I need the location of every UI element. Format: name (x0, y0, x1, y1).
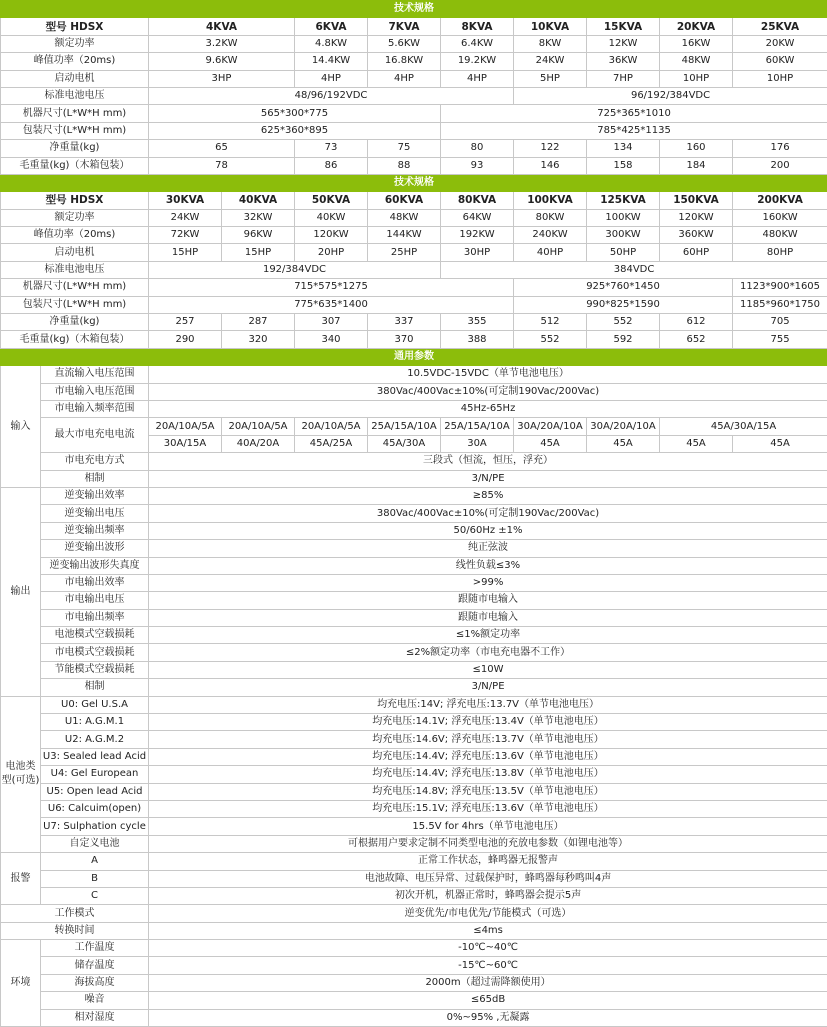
value-cell: 均充电压:14.4V; 浮充电压:13.6V（单节电池电压） (149, 748, 827, 765)
row-label: 海拔高度 (41, 974, 149, 991)
environment-row (1, 992, 827, 1009)
value-cell: 30A/15A (149, 435, 222, 452)
value-cell: 50/60Hz ±1% (149, 522, 827, 539)
value-cell: 88 (368, 157, 441, 174)
value-cell: -10℃~40℃ (149, 940, 827, 957)
value-cell: 120KW (295, 227, 368, 244)
battery-type-row (1, 731, 827, 748)
output-row (1, 592, 827, 609)
value-cell: 48KW (660, 53, 733, 70)
value-cell: 24KW (149, 209, 222, 226)
battery-type-row (1, 800, 827, 817)
value-cell: 60KW (733, 53, 827, 70)
value-cell: 跟随市电输入 (149, 609, 827, 626)
battery-type-row (1, 714, 827, 731)
value-cell: 192/384VDC (149, 261, 441, 278)
value-cell: 93 (441, 157, 514, 174)
model-header: 15KVA (587, 18, 660, 35)
category-cell: 输出 (1, 487, 41, 696)
model-header: 80KVA (441, 192, 514, 209)
row-label: 峰值功率（20ms) (1, 53, 149, 70)
value-cell: 8KW (514, 35, 587, 52)
value-cell: ≤10W (149, 661, 827, 678)
value-cell: 5HP (514, 70, 587, 87)
value-cell: 176 (733, 140, 827, 157)
value-cell: 15HP (149, 244, 222, 261)
value-cell: 50HP (587, 244, 660, 261)
row-label: 启动电机 (1, 244, 149, 261)
environment-row (1, 957, 827, 974)
spec1-peak_power-row (1, 53, 827, 70)
input-phase-row (1, 470, 827, 487)
row-label: U1: A.G.M.1 (41, 714, 149, 731)
spec2-band-row (1, 174, 827, 191)
row-label: A (41, 853, 149, 870)
value-cell: 25A/15A/10A (368, 418, 441, 435)
output-row (1, 505, 827, 522)
value-cell: 20A/10A/5A (149, 418, 222, 435)
value-cell: 160KW (733, 209, 827, 226)
value-cell: 925*760*1450 (514, 279, 733, 296)
value-cell: 120KW (660, 209, 733, 226)
output-row (1, 644, 827, 661)
row-label: 最大市电充电电流 (41, 418, 149, 453)
model-header: 125KVA (587, 192, 660, 209)
row-label: 市电输出电压 (41, 592, 149, 609)
alarm-row (1, 870, 827, 887)
value-cell: 4HP (368, 70, 441, 87)
value-cell: 15HP (222, 244, 295, 261)
output-row (1, 679, 827, 696)
value-cell: 380Vac/400Vac±10%(可定制190Vac/200Vac) (149, 383, 827, 400)
value-cell: 86 (295, 157, 368, 174)
output-row (1, 661, 827, 678)
spec1-gross_weight-row (1, 157, 827, 174)
value-cell: 552 (587, 314, 660, 331)
value-cell: 45A/30A (368, 435, 441, 452)
row-label: 逆变输出波形 (41, 540, 149, 557)
value-cell: 725*365*1010 (441, 105, 827, 122)
value-cell: 10HP (660, 70, 733, 87)
value-cell: 48/96/192VDC (149, 87, 514, 104)
output-row (1, 522, 827, 539)
value-cell: 320 (222, 331, 295, 348)
value-cell: 均充电压:14.4V; 浮充电压:13.8V（单节电池电压） (149, 766, 827, 783)
value-cell: 48KW (368, 209, 441, 226)
value-cell: 360KW (660, 227, 733, 244)
value-cell: 72KW (149, 227, 222, 244)
row-label: 储存温度 (41, 957, 149, 974)
value-cell: 跟随市电输入 (149, 592, 827, 609)
value-cell: 73 (295, 140, 368, 157)
battery-type-row (1, 748, 827, 765)
value-cell: 40HP (514, 244, 587, 261)
value-cell: 80HP (733, 244, 827, 261)
row-label: 逆变输出效率 (41, 487, 149, 504)
value-cell: 287 (222, 314, 295, 331)
value-cell: 45A (733, 435, 827, 452)
row-label: U3: Sealed lead Acid (41, 748, 149, 765)
value-cell: 200 (733, 157, 827, 174)
value-cell: 纯正弦波 (149, 540, 827, 557)
row-label: 型号 HDSX (1, 18, 149, 35)
row-label: 峰值功率（20ms) (1, 227, 149, 244)
value-cell: 0%~95% ,无凝露 (149, 1009, 827, 1026)
value-cell: 480KW (733, 227, 827, 244)
model-header: 40KVA (222, 192, 295, 209)
row-label: 净重量(kg) (1, 314, 149, 331)
spec1-battery-voltage-row (1, 87, 827, 104)
value-cell: 逆变优先/市电优先/节能模式（可选） (149, 905, 827, 922)
row-label: 转换时间 (1, 922, 149, 939)
value-cell: 755 (733, 331, 827, 348)
value-cell: 电池故障、电压异常、过载保护时，蜂鸣器每秒鸣叫4声 (149, 870, 827, 887)
model-header: 6KVA (295, 18, 368, 35)
alarm-row (1, 853, 827, 870)
spec-table-body (1, 1, 827, 1027)
row-label: 市电输入电压范围 (41, 383, 149, 400)
value-cell: 20A/10A/5A (295, 418, 368, 435)
spec1-machine_size-row (1, 105, 827, 122)
value-cell: 96KW (222, 227, 295, 244)
environment-row (1, 974, 827, 991)
row-label: U0: Gel U.S.A (41, 696, 149, 713)
value-cell: 705 (733, 314, 827, 331)
model-header: 8KVA (441, 18, 514, 35)
section-band: 技术规格 (1, 1, 827, 18)
value-cell: 78 (149, 157, 295, 174)
value-cell: 60HP (660, 244, 733, 261)
value-cell: 30A/20A/10A (514, 418, 587, 435)
value-cell: 14.4KW (295, 53, 368, 70)
value-cell: 290 (149, 331, 222, 348)
value-cell: 正常工作状态，蜂鸣器无报警声 (149, 853, 827, 870)
value-cell: 7HP (587, 70, 660, 87)
spec2-model-row (1, 192, 827, 209)
value-cell: 4HP (441, 70, 514, 87)
general-band-row (1, 348, 827, 365)
value-cell: 300KW (587, 227, 660, 244)
spec1-start_motor-row (1, 70, 827, 87)
battery-type-row (1, 696, 827, 713)
row-label: B (41, 870, 149, 887)
value-cell: 370 (368, 331, 441, 348)
spec2-net_weight-row (1, 314, 827, 331)
spec1-rated_power-row (1, 35, 827, 52)
value-cell: 592 (587, 331, 660, 348)
model-header: 7KVA (368, 18, 441, 35)
value-cell: 612 (660, 314, 733, 331)
category-cell: 报警 (1, 853, 41, 905)
row-label: U4: Gel European (41, 766, 149, 783)
value-cell: 30HP (441, 244, 514, 261)
value-cell: 100KW (587, 209, 660, 226)
value-cell: 10.5VDC-15VDC（单节电池电压） (149, 366, 827, 383)
value-cell: 3HP (149, 70, 295, 87)
value-cell: 340 (295, 331, 368, 348)
value-cell: 均充电压:14.8V; 浮充电压:13.5V（单节电池电压） (149, 783, 827, 800)
value-cell: 45A/25A (295, 435, 368, 452)
row-label: 相制 (41, 679, 149, 696)
value-cell: 512 (514, 314, 587, 331)
row-label: 标准电池电压 (1, 87, 149, 104)
row-label: 市电充电方式 (41, 453, 149, 470)
value-cell: 可根据用户要求定制不同类型电池的充放电参数（如锂电池等） (149, 835, 827, 852)
value-cell: 均充电压:14.6V; 浮充电压:13.7V（单节电池电压） (149, 731, 827, 748)
battery-type-row (1, 835, 827, 852)
value-cell: 25A/15A/10A (441, 418, 514, 435)
value-cell: 715*575*1275 (149, 279, 514, 296)
row-label: 包装尺寸(L*W*H mm) (1, 296, 149, 313)
model-header: 200KVA (733, 192, 827, 209)
model-header: 10KVA (514, 18, 587, 35)
value-cell: 3/N/PE (149, 679, 827, 696)
value-cell: 3.2KW (149, 35, 295, 52)
output-row (1, 609, 827, 626)
value-cell: 三段式（恒流，恒压，浮充） (149, 453, 827, 470)
value-cell: 144KW (368, 227, 441, 244)
value-cell: 785*425*1135 (441, 122, 827, 139)
row-label: 额定功率 (1, 209, 149, 226)
spec1-package_size-row (1, 122, 827, 139)
value-cell: 45A (660, 435, 733, 452)
output-row (1, 574, 827, 591)
value-cell: 307 (295, 314, 368, 331)
value-cell: 45A (587, 435, 660, 452)
spec2-start_motor-row (1, 244, 827, 261)
row-label: U5: Open lead Acid (41, 783, 149, 800)
spec1-band-row (1, 1, 827, 18)
value-cell: ≤1%额定功率 (149, 627, 827, 644)
value-cell: 652 (660, 331, 733, 348)
output-row (1, 540, 827, 557)
value-cell: 355 (441, 314, 514, 331)
row-label: 逆变输出电压 (41, 505, 149, 522)
spec1-net_weight-row (1, 140, 827, 157)
model-header: 25KVA (733, 18, 827, 35)
value-cell: 75 (368, 140, 441, 157)
row-label: 市电模式空载损耗 (41, 644, 149, 661)
row-label: 工作模式 (1, 905, 149, 922)
row-label: 市电输出频率 (41, 609, 149, 626)
value-cell: 30A (441, 435, 514, 452)
input-max-charge-row-1 (1, 418, 827, 435)
model-header: 4KVA (149, 18, 295, 35)
spec2-battery-voltage-row (1, 261, 827, 278)
value-cell: 2000m（超过需降额使用） (149, 974, 827, 991)
value-cell: 5.6KW (368, 35, 441, 52)
value-cell: 均充电压:14.1V; 浮充电压:13.4V（单节电池电压） (149, 714, 827, 731)
spec1-model-row (1, 18, 827, 35)
row-label: 电池模式空载损耗 (41, 627, 149, 644)
value-cell: 65 (149, 140, 295, 157)
category-cell: 环境 (1, 940, 41, 1027)
row-label: U6: Calcuim(open) (41, 800, 149, 817)
value-cell: 25HP (368, 244, 441, 261)
input-charge_mode-row (1, 453, 827, 470)
value-cell: 192KW (441, 227, 514, 244)
section-band: 技术规格 (1, 174, 827, 191)
spec2-machine_size-row (1, 279, 827, 296)
value-cell: 45Hz-65Hz (149, 400, 827, 417)
model-header: 50KVA (295, 192, 368, 209)
value-cell: 16KW (660, 35, 733, 52)
value-cell: 均充电压:15.1V; 浮充电压:13.6V（单节电池电压） (149, 800, 827, 817)
value-cell: 20HP (295, 244, 368, 261)
output-row (1, 487, 827, 504)
row-label: 相制 (41, 470, 149, 487)
row-label: U2: A.G.M.2 (41, 731, 149, 748)
value-cell: ≥85% (149, 487, 827, 504)
battery-type-row (1, 783, 827, 800)
value-cell: ≤4ms (149, 922, 827, 939)
row-label: C (41, 887, 149, 904)
spec2-gross_weight-row (1, 331, 827, 348)
value-cell: 线性负载≤3% (149, 557, 827, 574)
value-cell: 552 (514, 331, 587, 348)
value-cell: 80 (441, 140, 514, 157)
row-label: 市电输入频率范围 (41, 400, 149, 417)
output-row (1, 627, 827, 644)
row-label: 工作温度 (41, 940, 149, 957)
value-cell: >99% (149, 574, 827, 591)
value-cell: ≤2%额定功率（市电充电器不工作） (149, 644, 827, 661)
value-cell: 初次开机，机器正常时，蜂鸣器会提示5声 (149, 887, 827, 904)
value-cell: 40KW (295, 209, 368, 226)
value-cell: 80KW (514, 209, 587, 226)
row-label: 毛重量(kg)（木箱包装） (1, 157, 149, 174)
model-header: 150KVA (660, 192, 733, 209)
spec2-rated_power-row (1, 209, 827, 226)
value-cell: 384VDC (441, 261, 827, 278)
value-cell: 146 (514, 157, 587, 174)
value-cell: 4.8KW (295, 35, 368, 52)
row-label: 相对湿度 (41, 1009, 149, 1026)
value-cell: 565*300*775 (149, 105, 441, 122)
value-cell: 1123*900*1605 (733, 279, 827, 296)
battery-type-row (1, 766, 827, 783)
value-cell: 45A (514, 435, 587, 452)
switch-time-row (1, 922, 827, 939)
input-dc-range-row (1, 366, 827, 383)
value-cell: 10HP (733, 70, 827, 87)
row-label: 节能模式空载损耗 (41, 661, 149, 678)
category-cell: 电池类型(可选) (1, 696, 41, 853)
value-cell: 240KW (514, 227, 587, 244)
value-cell: 257 (149, 314, 222, 331)
value-cell: 625*360*895 (149, 122, 441, 139)
value-cell: 均充电压:14V; 浮充电压:13.7V（单节电池电压） (149, 696, 827, 713)
value-cell: 20KW (733, 35, 827, 52)
value-cell: 3/N/PE (149, 470, 827, 487)
spec2-peak_power-row (1, 227, 827, 244)
row-label: 噪音 (41, 992, 149, 1009)
environment-row (1, 940, 827, 957)
value-cell: 158 (587, 157, 660, 174)
output-row (1, 557, 827, 574)
value-cell: 45A/30A/15A (660, 418, 827, 435)
value-cell: 20A/10A/5A (222, 418, 295, 435)
model-header: 20KVA (660, 18, 733, 35)
input-ac_range-row (1, 383, 827, 400)
work-mode-row (1, 905, 827, 922)
value-cell: 24KW (514, 53, 587, 70)
input-freq_range-row (1, 400, 827, 417)
value-cell: 12KW (587, 35, 660, 52)
value-cell: 775*635*1400 (149, 296, 514, 313)
row-label: 机器尺寸(L*W*H mm) (1, 279, 149, 296)
row-label: 逆变输出波形失真度 (41, 557, 149, 574)
value-cell: 19.2KW (441, 53, 514, 70)
value-cell: 36KW (587, 53, 660, 70)
row-label: 直流输入电压范围 (41, 366, 149, 383)
value-cell: 64KW (441, 209, 514, 226)
spec2-package_size-row (1, 296, 827, 313)
row-label: 自定义电池 (41, 835, 149, 852)
row-label: 启动电机 (1, 70, 149, 87)
row-label: 机器尺寸(L*W*H mm) (1, 105, 149, 122)
model-header: 60KVA (368, 192, 441, 209)
model-header: 30KVA (149, 192, 222, 209)
model-header: 100KVA (514, 192, 587, 209)
row-label: 标准电池电压 (1, 261, 149, 278)
value-cell: 337 (368, 314, 441, 331)
value-cell: 990*825*1590 (514, 296, 733, 313)
row-label: 型号 HDSX (1, 192, 149, 209)
value-cell: 4HP (295, 70, 368, 87)
value-cell: 388 (441, 331, 514, 348)
value-cell: ≤65dB (149, 992, 827, 1009)
value-cell: 15.5V for 4hrs（单节电池电压） (149, 818, 827, 835)
value-cell: 380Vac/400Vac±10%(可定制190Vac/200Vac) (149, 505, 827, 522)
row-label: 净重量(kg) (1, 140, 149, 157)
row-label: 逆变输出频率 (41, 522, 149, 539)
value-cell: 9.6KW (149, 53, 295, 70)
alarm-row (1, 887, 827, 904)
value-cell: 40A/20A (222, 435, 295, 452)
value-cell: 6.4KW (441, 35, 514, 52)
value-cell: 96/192/384VDC (514, 87, 827, 104)
value-cell: -15℃~60℃ (149, 957, 827, 974)
row-label: 毛重量(kg)（木箱包装） (1, 331, 149, 348)
value-cell: 1185*960*1750 (733, 296, 827, 313)
section-band: 通用参数 (1, 348, 827, 365)
value-cell: 122 (514, 140, 587, 157)
row-label: 包装尺寸(L*W*H mm) (1, 122, 149, 139)
value-cell: 30A/20A/10A (587, 418, 660, 435)
row-label: U7: Sulphation cycle (41, 818, 149, 835)
battery-type-row (1, 818, 827, 835)
row-label: 额定功率 (1, 35, 149, 52)
category-cell: 输入 (1, 366, 41, 488)
value-cell: 32KW (222, 209, 295, 226)
row-label: 市电输出效率 (41, 574, 149, 591)
value-cell: 134 (587, 140, 660, 157)
value-cell: 16.8KW (368, 53, 441, 70)
value-cell: 160 (660, 140, 733, 157)
value-cell: 184 (660, 157, 733, 174)
